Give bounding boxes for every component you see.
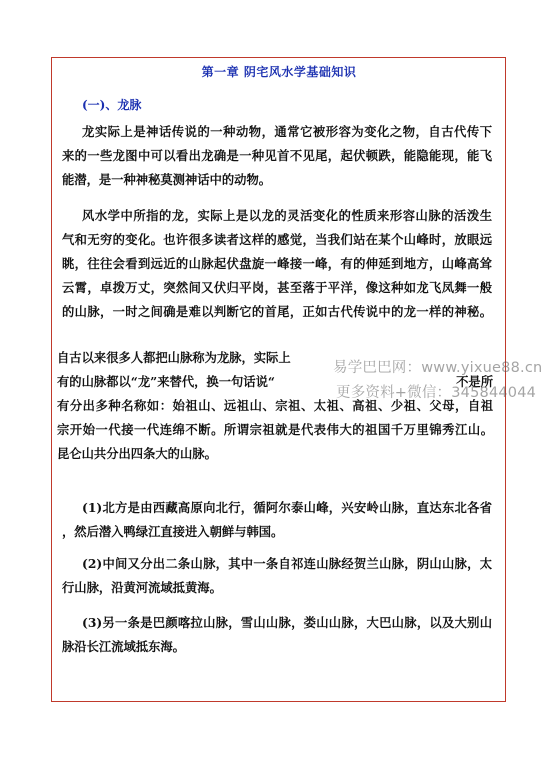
chapter-title: 第一章 阴宅风水学基础知识 — [201, 65, 357, 79]
paragraph-line: 行山脉，沿黄河流域抵黄海。 — [62, 580, 222, 595]
paragraph-line: 龙实际上是神话传说的一种动物，通常它被形容为变化之物，自古代传下 — [82, 124, 492, 139]
paragraph-line: ，然后潜入鸭绿江直接进入朝鲜与韩国。 — [62, 524, 284, 539]
paragraph-south-vein — [62, 611, 492, 659]
paragraph-north-vein — [62, 496, 492, 544]
paragraph-line: 气和无穷的变化。也许很多读者这样的感觉，当我们站在某个山峰时，放眼远 — [62, 232, 492, 247]
paragraph-line: 脉沿长江流域抵东海。 — [62, 639, 185, 654]
paragraph-line: (3)另一条是巴颜喀拉山脉，雪山山脉，娄山山脉，大巴山脉，以及大别山 — [82, 615, 492, 630]
paragraph-line: 眺，往往会看到远近的山脉起伏盘旋一峰接一峰，有的伸延到地方，山峰高耸 — [62, 256, 492, 271]
paragraph-line: 能潜，是一种神秘莫测神话中的动物。 — [62, 172, 272, 187]
paragraph-line: 有分出多种名称如：始祖山、远祖山、宗祖、太祖、高祖、少祖、父母，自祖 — [57, 398, 493, 413]
paragraph-line: 风水学中所指的龙，实际上是以龙的灵活变化的性质来形容山脉的活泼生 — [82, 208, 492, 223]
watermark-wechat: 更多资料+微信：345844044 — [336, 385, 537, 401]
paragraph-line: 自古以来很多人都把山脉称为龙脉，实际上 — [57, 350, 291, 365]
paragraph-dragon-in-fengshui — [62, 204, 492, 324]
paragraph-line: 的山脉，一时之间确是难以判断它的首尾，正如古代传说中的龙一样的神秘。 — [62, 304, 492, 319]
paragraph-line: 昆仑山共分出四条大的山脉。 — [57, 446, 217, 461]
section-heading: (一)、龙脉 — [82, 98, 142, 112]
paragraph-line: 云霄，卓拨万丈，突然间又伏归平岗，甚至落于平洋，像这种如龙飞凤舞一般 — [62, 280, 492, 295]
paragraph-line: (1)北方是由西藏高原向北行，循阿尔泰山峰，兴安岭山脉，直达东北各省 — [82, 500, 492, 515]
paragraph-line: (2)中间又分出二条山脉，其中一条自祁连山脉经贺兰山脉，阴山山脉，太 — [82, 556, 492, 571]
paragraph-dragon-definition — [62, 120, 492, 192]
paragraph-line-tail: 不是所 — [456, 374, 493, 389]
paragraph-middle-vein — [62, 552, 492, 600]
paragraph-line: 来的一些龙图中可以看出龙确是一种见首不见尾，起伏顿跌，能隐能现，能飞 — [62, 148, 492, 163]
paragraph-line-start: 有的山脉都以“龙”来替代，换一句话说“ — [57, 374, 275, 389]
paragraph-line: 宗开始一代接一代连绵不断。所谓宗祖就是代表伟大的祖国千万里锦秀江山。 — [57, 422, 493, 437]
watermark-website: 易学巴巴网：www.yixue88.cn — [333, 360, 543, 376]
